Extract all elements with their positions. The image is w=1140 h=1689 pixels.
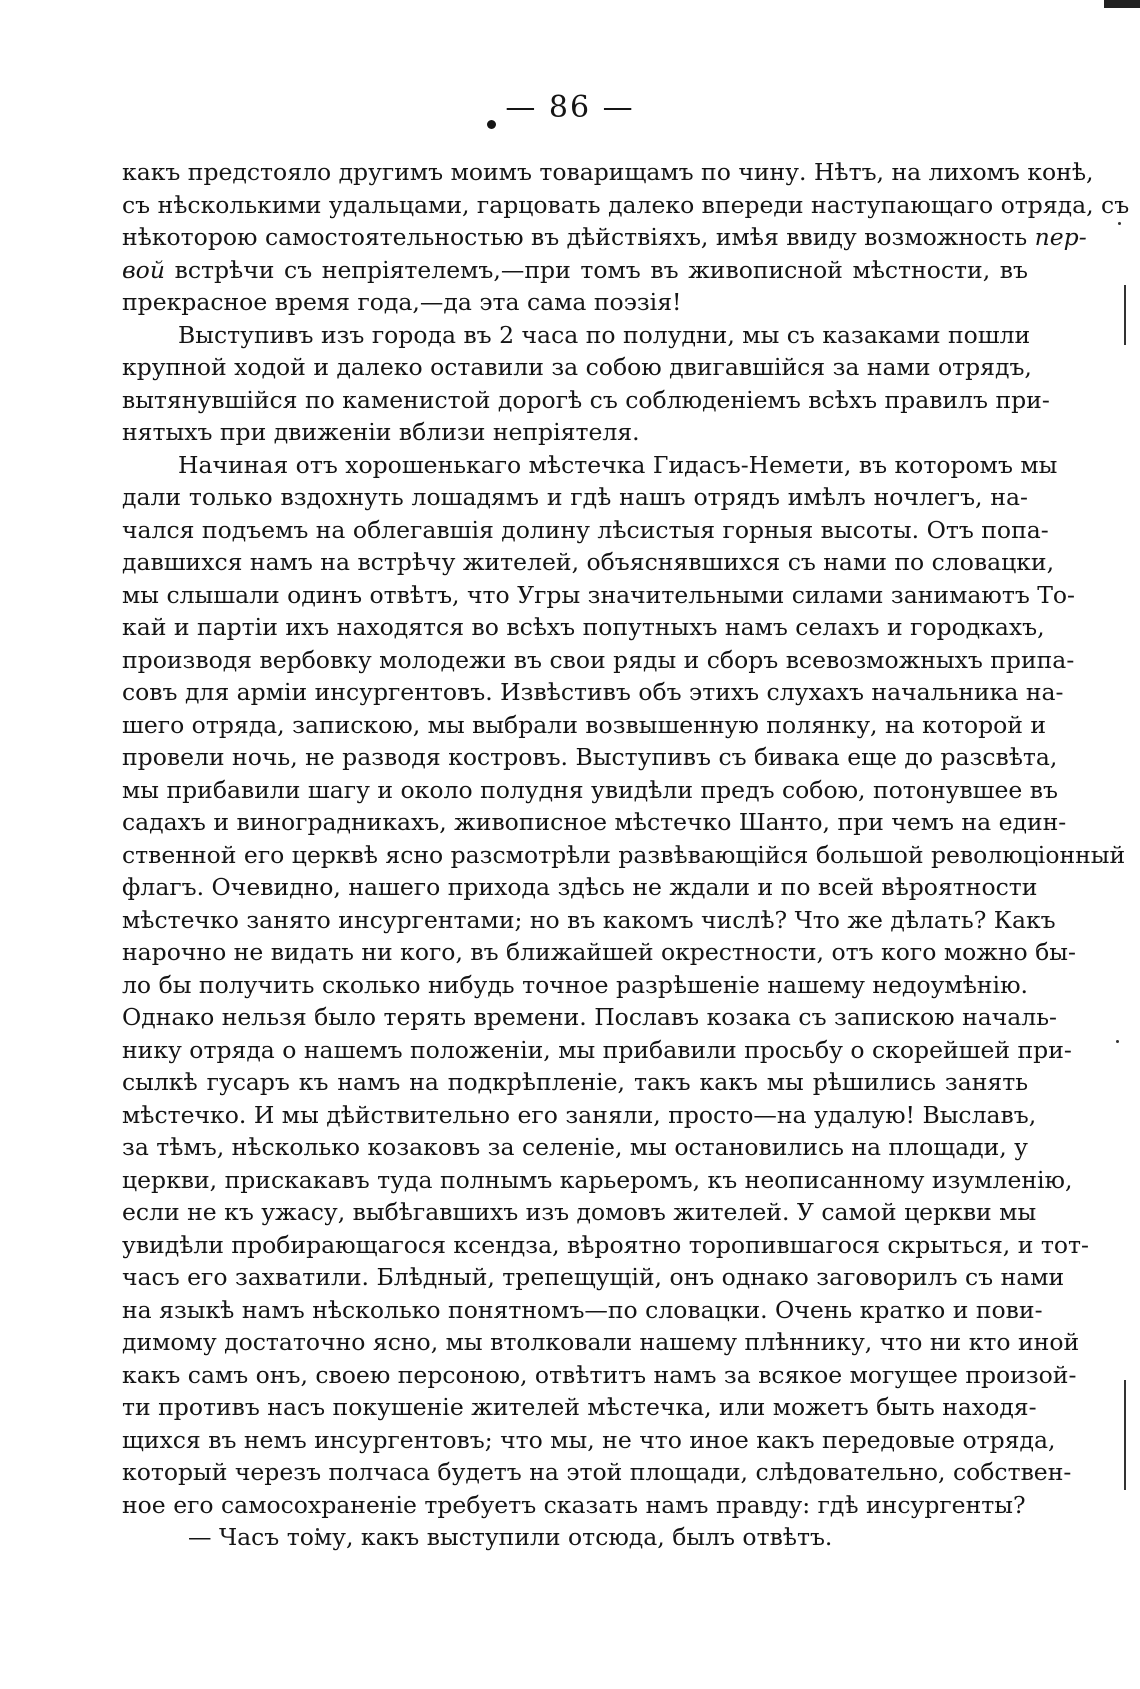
text-line: увидѣли пробирающагося ксендза, вѣроятно торопившагося скрыться, и тот- — [122, 1230, 1089, 1259]
text-line: мы слышали одинъ отвѣтъ, что Угры значительными силами занимаютъ То- — [122, 580, 1076, 609]
text-line: ти противъ насъ покушенiе жителей мѣстечка, или можетъ быть находя- — [122, 1393, 1037, 1421]
italic-word: вой — [122, 255, 165, 284]
text-line: дали только вздохнуть лошадямъ и гдѣ нашъ отрядъ имѣлъ ночлегъ, на- — [122, 483, 1028, 511]
italic-word: пер- — [1034, 223, 1087, 251]
text-line: щихся въ немъ инсургентовъ; что мы, не что иное какъ передовые отряда, — [122, 1425, 1056, 1454]
text-line: ло бы получить сколько нибудь точное разрѣшенiе нашему недоумѣнiю. — [122, 970, 1028, 999]
text-line: шего отряда, запискою, мы выбрали возвышенную полянку, на которой и — [122, 710, 1047, 739]
text-line: мѣстечко. И мы дѣйствительно его заняли, просто—на удалую! Выславъ, — [122, 1100, 1037, 1129]
text-line: димому достаточно ясно, мы втолковали нашему плѣннику, что ни кто иной — [122, 1328, 1080, 1356]
text-line: давшихся намъ на встрѣчу жителей, объяснявшихся съ нами по словацки, — [122, 548, 1055, 576]
text-line: провели ночь, не разводя костровъ. Выступивъ съ бивака еще до разсвѣта, — [122, 743, 1058, 771]
scan-speck — [1118, 222, 1121, 225]
text-line: съ нѣсколькими удальцами, гарцовать далеко впереди наступающаго отряда, съ — [122, 190, 1130, 219]
text-line: нику отряда о нашемъ положенiи, мы прибавили просьбу о скорейшей при- — [122, 1035, 1072, 1064]
text-line: Однако нельзя было терять времени. Пославъ козака съ запискою началь- — [122, 1003, 1057, 1031]
text-line: сылкѣ гусаръ къ намъ на подкрѣпленiе, такъ какъ мы рѣшились занять — [122, 1068, 1028, 1096]
scan-edge-mark — [1124, 285, 1126, 345]
text-line: садахъ и виноградникахъ, живописное мѣстечко Шанто, при чемъ на един- — [122, 808, 1067, 836]
body-text — [122, 156, 1130, 1554]
text-line: флагъ. Очевидно, нашего прихода здѣсь не ждали и по всей вѣроятности — [122, 873, 1038, 901]
text-line: часъ его захватили. Блѣдный, трепещущiй, онъ однако заговорилъ съ нами — [122, 1263, 1065, 1291]
text-line: какъ самъ онъ, своею персоною, отвѣтитъ намъ за всякое могущее произой- — [122, 1360, 1077, 1389]
text-line: производя вербовку молодежи въ свои ряды и сборъ всевозможныхъ припа- — [122, 645, 1075, 674]
text-line: если не къ ужасу, выбѣгавшихъ изъ домовъ жителей. У самой церкви мы — [122, 1198, 1037, 1226]
text-line: ственной его церквѣ ясно разсмотрѣли развѣвающiйся большой революцiонный — [122, 840, 1126, 869]
scan-edge-mark — [1104, 0, 1140, 8]
text-line: Выступивъ изъ города въ 2 часа по полудни, мы съ казаками пошли — [178, 320, 1031, 349]
text-fragment: встрѣчи съ непрiятелемъ,—при томъ въ живописной мѣстности, въ — [174, 255, 1028, 284]
text-line: совъ для армiи инсургентовъ. Извѣстивъ объ этихъ слухахъ начальника на- — [122, 678, 1064, 706]
text-line: нятыхъ при движенiи вблизи непрiятеля. — [122, 418, 640, 446]
text-line: ное его самосохраненiе требуетъ сказать намъ правду: гдѣ инсургенты? — [122, 1490, 1026, 1519]
text-line: на языкѣ намъ нѣсколько понятномъ—по словацки. Очень кратко и пови- — [122, 1295, 1043, 1324]
page-number: — 86 — — [505, 90, 635, 125]
text-line: мѣстечко занято инсургентами; но въ какомъ числѣ? Что же дѣлать? Какъ — [122, 905, 1056, 934]
text-line: какъ предстояло другимъ моимъ товарищамъ по чину. Нѣтъ, на лихомъ конѣ, — [122, 158, 1094, 186]
text-line: прекрасное время года,—да эта сама поэзiя! — [122, 288, 682, 316]
text-line: нарочно не видать ни кого, въ ближайшей окрестности, отъ кого можно бы- — [122, 938, 1076, 966]
text-line — [122, 254, 1028, 287]
text-line: который черезъ полчаса будетъ на этой площади, слѣдовательно, собствен- — [122, 1458, 1072, 1486]
text-line — [122, 221, 1087, 254]
text-line: мы прибавили шагу и около полудня увидѣли предъ собою, потонувшее въ — [122, 775, 1058, 804]
text-line: Начиная отъ хорошенькаго мѣстечка Гидасъ-Немети, въ которомъ мы — [178, 450, 1058, 479]
text-fragment: нѣкоторою самостоятельностью въ дѣйствiяхъ, имѣя ввиду возможность — [122, 223, 1028, 251]
scan-speck — [1116, 1040, 1119, 1043]
text-line: кай и партiи ихъ находятся во всѣхъ попутныхъ намъ селахъ и городкахъ, — [122, 613, 1045, 641]
text-line: крупной ходой и далеко оставили за собою двигавшiйся за нами отрядъ, — [122, 353, 1032, 381]
text-line: — Часъ тому, какъ выступили отсюда, былъ отвѣтъ. — [188, 1523, 833, 1551]
text-line: за тѣмъ, нѣсколько козаковъ за селенiе, мы остановились на площади, у — [122, 1133, 1029, 1161]
text-line: церкви, прискакавъ туда полнымъ карьеромъ, къ неописанному изумленiю, — [122, 1165, 1073, 1194]
text-line: чался подъемъ на облегавшiя долину лѣсистыя горныя высоты. Отъ попа- — [122, 515, 1049, 544]
text-line: вытянувшiйся по каменистой дорогѣ съ соблюденiемъ всѣхъ правилъ при- — [122, 385, 1050, 414]
scan-edge-mark — [1124, 1380, 1126, 1490]
